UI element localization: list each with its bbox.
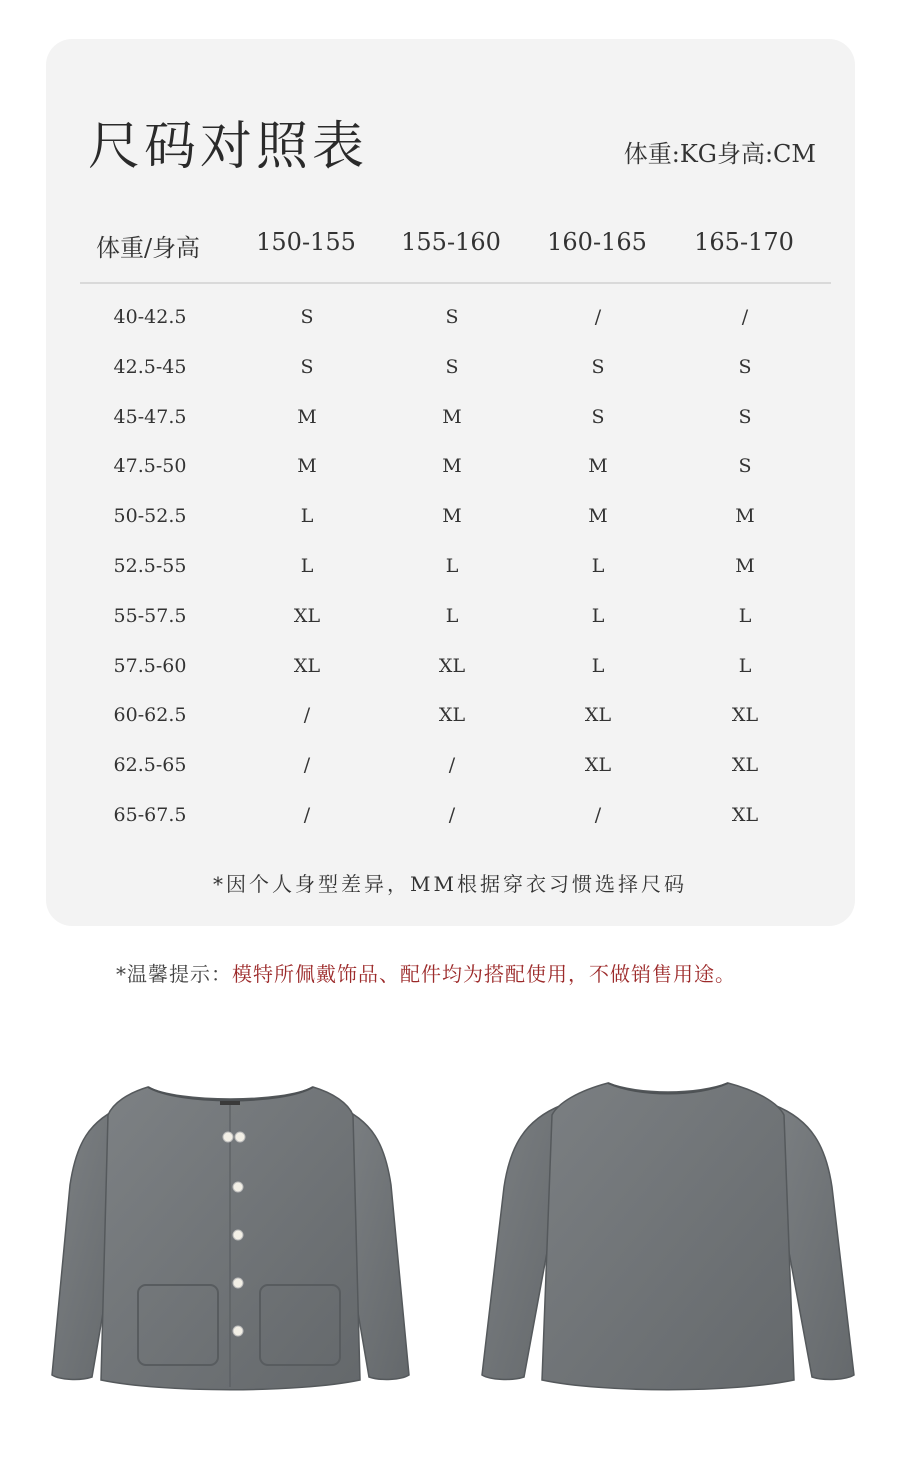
weight-cell: 62.5-65 xyxy=(113,754,187,777)
size-cell: S xyxy=(738,455,752,478)
size-cell: S xyxy=(445,355,459,378)
size-cell: XL xyxy=(584,754,612,777)
size-cell: L xyxy=(738,654,752,677)
weight-cell: 57.5-60 xyxy=(113,654,187,677)
size-cell: / xyxy=(594,804,602,826)
size-cell: / xyxy=(448,754,456,777)
size-cell: S xyxy=(738,405,752,428)
size-cell: M xyxy=(297,405,317,428)
tip-text: 模特所佩戴饰品、配件均为搭配使用，不做销售用途。 xyxy=(232,962,736,986)
size-cell: S xyxy=(300,355,314,378)
weight-cell: 65-67.5 xyxy=(113,804,187,826)
column-header: 165-170 xyxy=(694,228,794,256)
column-header: 155-160 xyxy=(401,228,501,256)
size-cell: L xyxy=(445,555,459,577)
size-cell: XL xyxy=(293,604,321,627)
size-cell: M xyxy=(588,455,608,478)
table-row xyxy=(0,356,900,392)
weight-cell: 42.5-45 xyxy=(113,355,187,378)
warm-tip xyxy=(116,958,736,987)
tip-label: *温馨提示： xyxy=(116,962,232,986)
weight-cell: 52.5-55 xyxy=(113,555,187,577)
table-row xyxy=(0,704,900,740)
size-cell: L xyxy=(445,604,459,627)
size-cell: L xyxy=(591,604,605,627)
size-cell: M xyxy=(735,505,755,528)
size-cell: S xyxy=(445,306,459,328)
size-cell: XL xyxy=(438,704,466,727)
column-header: 150-155 xyxy=(256,228,356,256)
size-cell: / xyxy=(303,804,311,826)
size-cell: XL xyxy=(438,654,466,677)
table-row xyxy=(0,655,900,691)
size-cell: L xyxy=(591,555,605,577)
jacket-front-image xyxy=(48,1075,413,1395)
size-cell: M xyxy=(442,405,462,428)
size-cell: / xyxy=(448,804,456,826)
size-cell: M xyxy=(735,555,755,577)
table-row xyxy=(0,306,900,342)
size-cell: M xyxy=(588,505,608,528)
size-cell: M xyxy=(442,455,462,478)
size-cell: / xyxy=(594,306,602,328)
size-cell: L xyxy=(591,654,605,677)
size-cell: XL xyxy=(584,704,612,727)
unit-note: 体重:KG身高:CM xyxy=(623,140,816,168)
weight-cell: 47.5-50 xyxy=(113,455,187,478)
page-title: 尺码对照表 xyxy=(88,117,369,177)
size-cell: L xyxy=(300,555,314,577)
table-row xyxy=(0,754,900,790)
weight-cell: 55-57.5 xyxy=(113,604,187,627)
size-cell: L xyxy=(738,604,752,627)
weight-cell: 40-42.5 xyxy=(113,306,187,328)
size-cell: XL xyxy=(731,754,759,777)
table-row xyxy=(0,505,900,541)
size-cell: / xyxy=(303,704,311,727)
column-header: 160-165 xyxy=(547,228,647,256)
header-divider xyxy=(80,282,831,284)
size-cell: M xyxy=(297,455,317,478)
jacket-back-image xyxy=(478,1075,858,1395)
size-cell: S xyxy=(591,405,605,428)
table-header xyxy=(80,228,831,272)
table-row xyxy=(0,555,900,591)
size-cell: / xyxy=(741,306,749,328)
weight-cell: 50-52.5 xyxy=(113,505,187,528)
weight-cell: 45-47.5 xyxy=(113,405,187,428)
size-cell: S xyxy=(300,306,314,328)
size-cell: / xyxy=(303,754,311,777)
size-cell: L xyxy=(300,505,314,528)
table-row xyxy=(0,406,900,442)
cardigan-back-icon xyxy=(478,1075,858,1395)
table-row xyxy=(0,804,900,840)
size-cell: XL xyxy=(731,704,759,727)
size-cell: M xyxy=(442,505,462,528)
table-row xyxy=(0,605,900,641)
weight-cell: 60-62.5 xyxy=(113,704,187,727)
cardigan-front-icon xyxy=(48,1075,413,1395)
corner-header: 体重/身高 xyxy=(95,234,201,262)
footnote: *因个人身型差异，MM根据穿衣习惯选择尺码 xyxy=(213,872,687,896)
size-cell: XL xyxy=(293,654,321,677)
size-cell: S xyxy=(738,355,752,378)
size-cell: S xyxy=(591,355,605,378)
size-cell: XL xyxy=(731,804,759,826)
table-row xyxy=(0,455,900,491)
